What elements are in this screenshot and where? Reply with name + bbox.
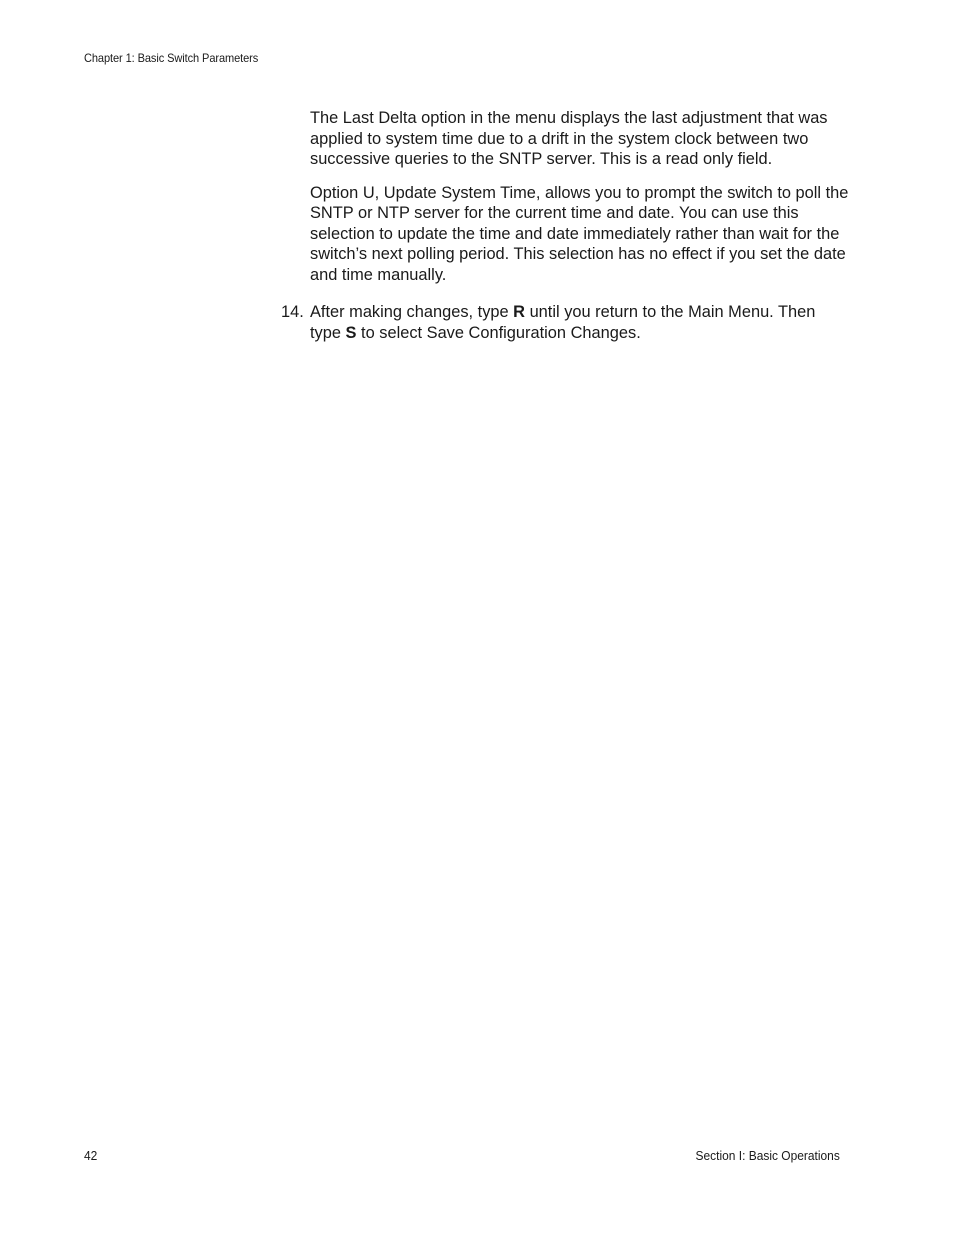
section-title: Section I: Basic Operations <box>695 1148 840 1163</box>
step-text-part: until you return to the Main Menu. Then type <box>310 303 816 342</box>
key-return: R <box>513 303 526 321</box>
step-text-part: After making changes, type <box>310 303 514 321</box>
step-number: 14. <box>281 303 304 321</box>
paragraph-update-system-time: Option U, Update System Time, allows you to prompt the switch to poll the SNTP or NTP server for the current time and date. You can use this selection to update the time and date immediately rather than wait for the switch’s next polling period. This selection has no effect if you set the date and time manually. <box>310 183 849 284</box>
page-number: 42 <box>84 1148 98 1163</box>
key-save: S <box>345 323 357 342</box>
numbered-step <box>281 302 850 343</box>
paragraph-last-delta: The Last Delta option in the menu displays the last adjustment that was applied to system time due to a drift in the system clock between two successive queries to the SNTP server. This is a read only field. <box>310 109 828 168</box>
step-text-part: to select Save Configuration Changes. <box>356 323 641 342</box>
body-column <box>281 108 850 343</box>
running-header: Chapter 1: Basic Switch Parameters <box>84 51 259 65</box>
